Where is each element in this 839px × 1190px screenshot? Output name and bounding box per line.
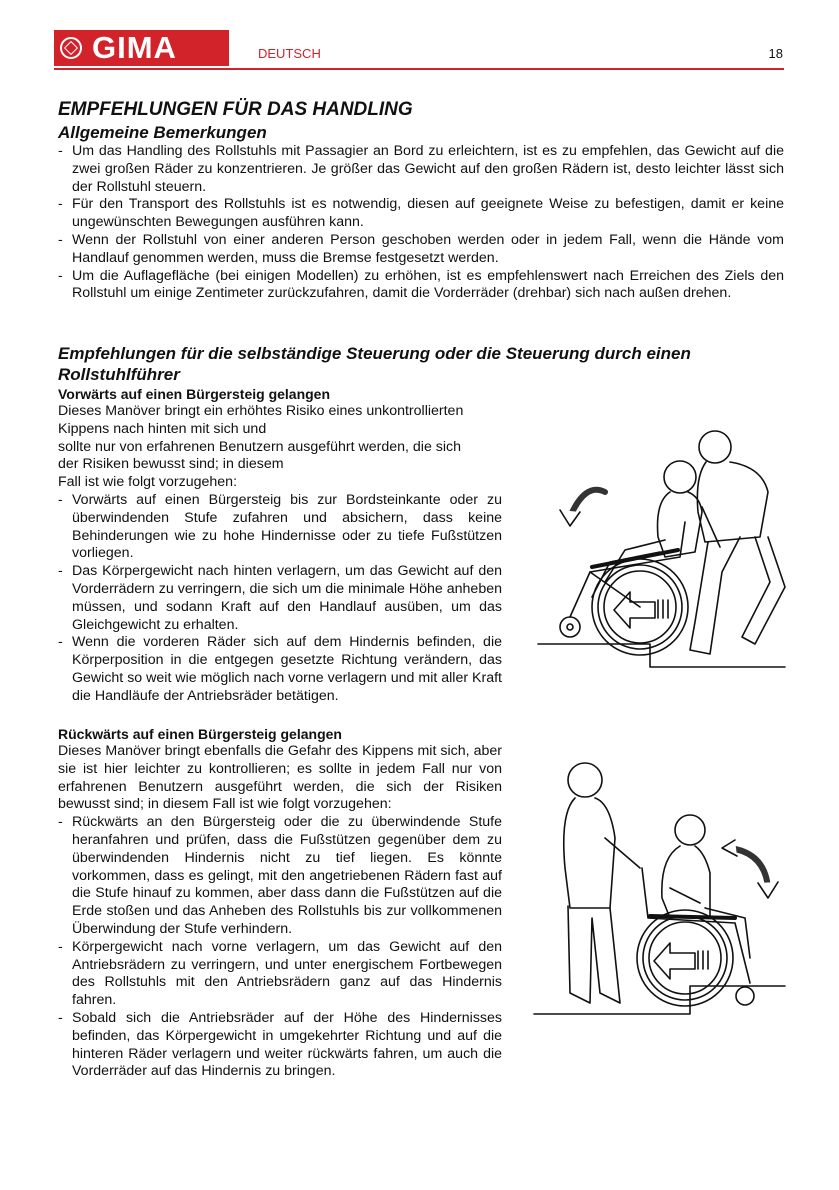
list-item: - Wenn der Rollstuhl von einer anderen Person geschoben werden oder in jedem Fall, wenn die Hände vom Handlauf genommen werden, muss die Bremse festgesetzt werden.	[58, 232, 784, 268]
list-item: - Für den Transport des Rollstuhls ist es notwendig, diesen auf geeignete Weise zu befestigen, damit er keine ungewünschten Bewegungen ausführen kann.	[58, 196, 784, 232]
forward-steps-list	[58, 492, 502, 706]
section-title: Empfehlungen für die selbständige Steuerung oder die Steuerung durch einen Rollstuhlführer	[58, 344, 691, 384]
intro-line: sollte nur von erfahrenen Benutzern ausgeführt werden, die sich	[58, 438, 462, 455]
list-item: - Das Körpergewicht nach hinten verlagern, um das Gewicht auf den Vorderrädern zu verringern, die sich um die minimale Höhe anheben müssen, und sodann Kraft auf den Handlauf ausüben, um das Gleichgewicht zu erhalten.	[58, 563, 502, 634]
list-item: - Um das Handling des Rollstuhls mit Passagier an Bord zu erleichtern, ist es zu empfehlen, das Gewicht auf die zwei großen Räder zu konzentrieren. Je größer das Gewicht auf den großen Rädern ist, desto leichter lässt sich der Rollstuhl steuern.	[58, 143, 784, 196]
backward-curb-section	[58, 726, 502, 1081]
intro-paragraph: Dieses Manöver bringt ebenfalls die Gefahr des Kippens mit sich, aber sie ist hier leichter zu kontrollieren; es sollte in jedem Fall nur von erfahrenen Benutzern ausgeführt werden, die sich der Risiken bewusst sind; in diesem Fall ist wie folgt vorzugehen:	[58, 743, 502, 813]
language-label: DEUTSCH	[258, 46, 321, 61]
logo-text: GIMA	[92, 30, 177, 65]
list-item: - Rückwärts an den Bürgersteig oder die zu überwindende Stufe heranfahren und prüfen, dass die Fußstützen gegenüber dem zu überwindenden Hindernis nicht zu tief liegen. Es könnte vorkommen, dass es gelingt, mit den angetriebenen Rädern fast auf die Stufe hinauf zu kommen, aber dass dann die Fußstützen auf die Erde stoßen und das Anheben des Rollstuhls bis zur vollkommenen Überwindung der Stufe verhindern.	[58, 814, 502, 939]
subsection-heading: Vorwärts auf einen Bürgersteig gelangen	[58, 386, 331, 402]
intro-line: Dieses Manöver bringt ein erhöhtes Risiko eines unkontrollierten	[58, 403, 464, 419]
list-item: - Körpergewicht nach vorne verlagern, um das Gewicht auf den Antriebsrädern zu verringern, und unter energischem Fortbewegen des Rollstuhls mit den Antriebsrädern ganz auf das Hindernis fahren.	[58, 939, 502, 1010]
list-item: - Vorwärts auf einen Bürgersteig bis zur Bordsteinkante oder zu überwindenden Stufe zufahren und absichern, dass keine Behinderungen wie zu hohe Hindernisse oder zu tiefe Fußstützen vorliegen.	[58, 492, 502, 563]
gima-logo	[54, 30, 229, 66]
section-title: EMPFEHLUNGEN FÜR DAS HANDLING	[58, 99, 413, 120]
intro-line: Fall ist wie folgt vorzugehen:	[58, 474, 238, 491]
list-item: - Um die Auflagefläche (bei einigen Modellen) zu erhöhen, ist es empfehlenswert nach Erreichen des Ziels den Rollstuhl um einige Zentimeter zurückzufahren, damit die Vorderräder (drehbar) sich nach außen drehen.	[58, 268, 784, 304]
intro-line: Kippens nach hinten mit sich und	[58, 420, 267, 437]
section-subtitle: Allgemeine Bemerkungen	[58, 123, 267, 142]
page-header	[0, 0, 839, 70]
gima-emblem-icon	[60, 37, 82, 59]
section-handling	[58, 98, 784, 303]
list-item: - Wenn die vorderen Räder sich auf dem Hindernis befinden, die Körperposition in die entgegen gesetzte Richtung verändern, das Gewicht so weit wie möglich nach vorne verlagern und mit aller Kraft die Handläufe der Antriebsräder betätigen.	[58, 634, 502, 705]
forward-curb-illustration	[530, 422, 790, 672]
general-remarks-list	[58, 143, 784, 303]
header-rule	[54, 68, 784, 70]
list-item: - Sobald sich die Antriebsräder auf der Höhe des Hindernisses befinden, das Körpergewicht in umgekehrter Richtung und auf die hinteren Räder verlagern und weiter rückwärts fahren, um auch die Vorderräder auf das Hindernis zu bringen.	[58, 1010, 502, 1081]
page-number: 18	[768, 46, 783, 61]
section-steering	[58, 343, 784, 385]
intro-line: der Risiken bewusst sind; in diesem	[58, 456, 284, 473]
subsection-heading: Rückwärts auf einen Bürgersteig gelangen	[58, 726, 342, 742]
forward-curb-section	[58, 386, 502, 706]
backward-curb-illustration	[530, 758, 790, 1020]
backward-steps-list	[58, 814, 502, 1081]
